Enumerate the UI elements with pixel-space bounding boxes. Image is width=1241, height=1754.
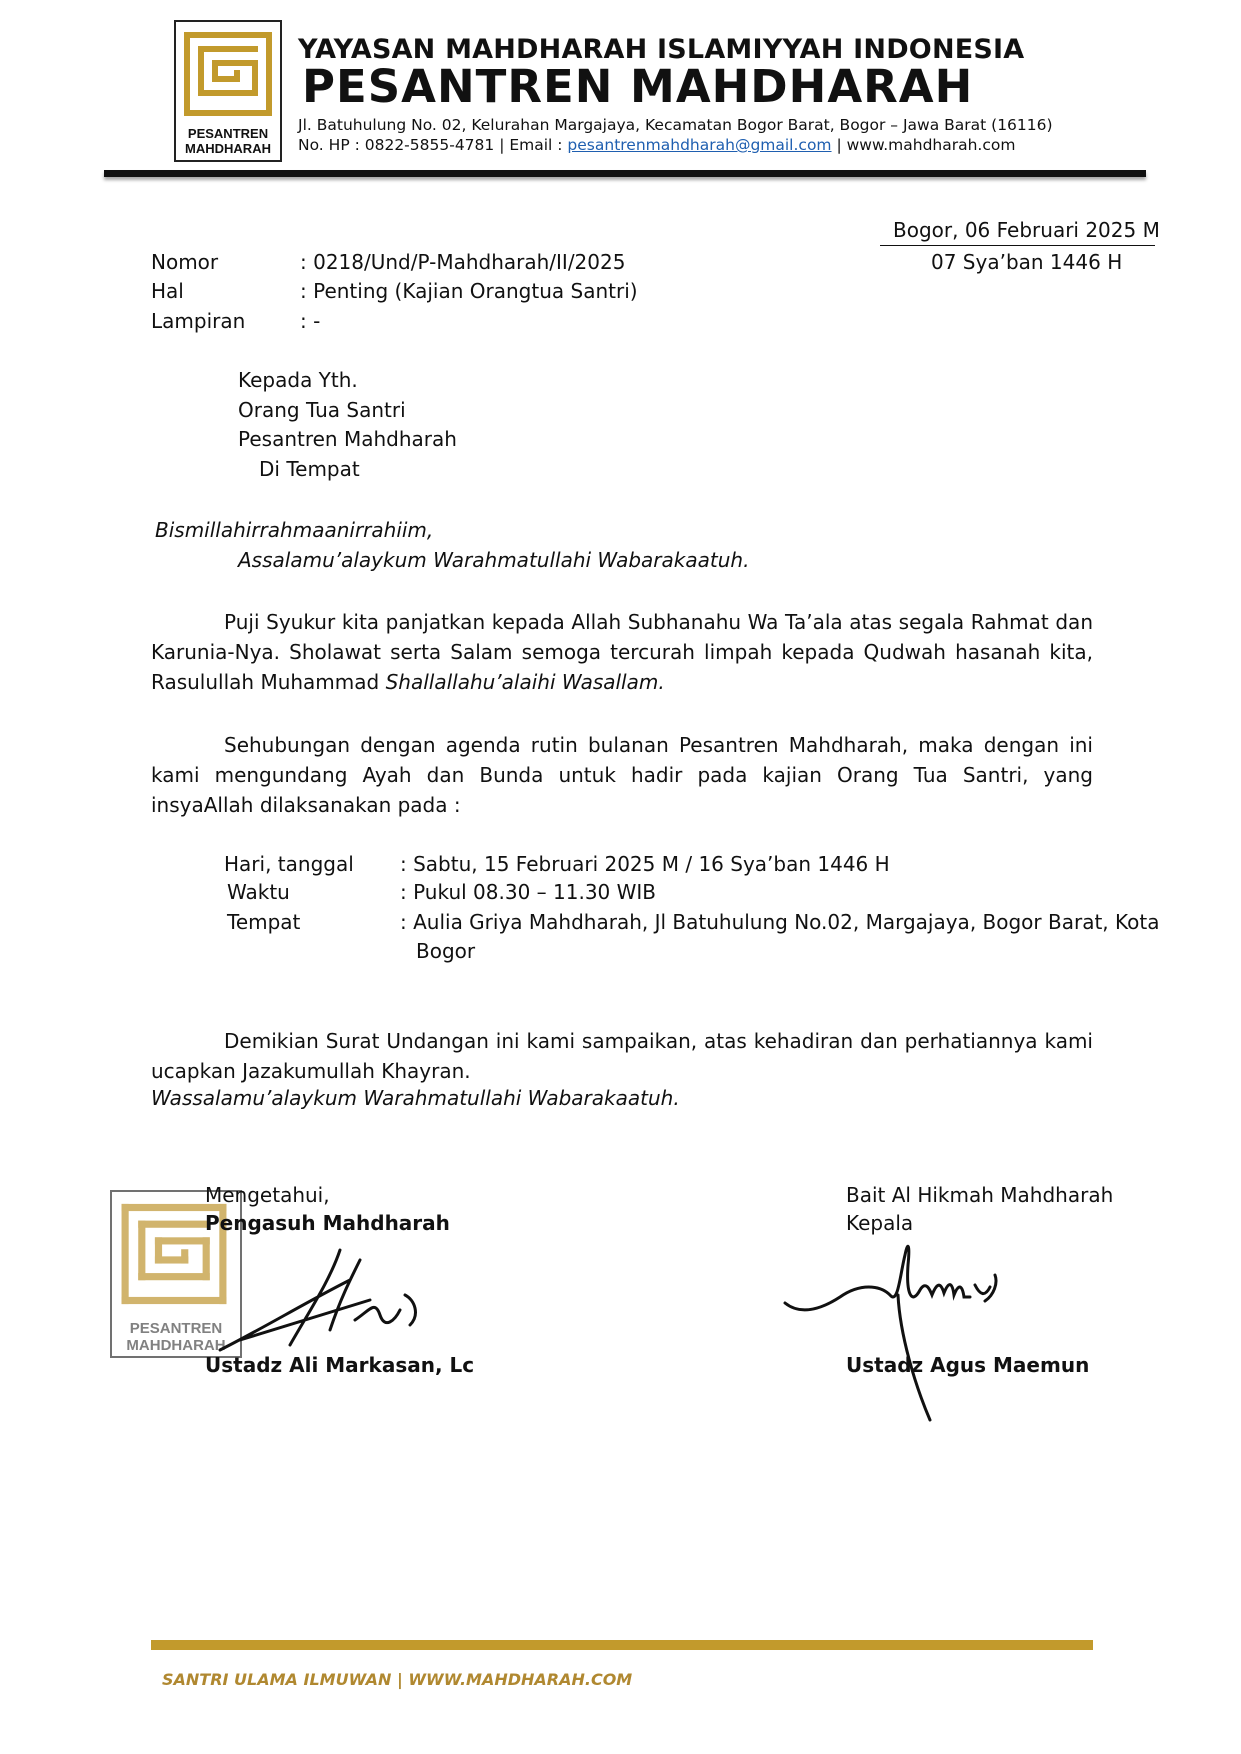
right-role: Kepala [846, 1211, 914, 1235]
date-hijri: 07 Sya’ban 1446 H [931, 250, 1123, 274]
event-place-value-cont: Bogor [416, 939, 476, 963]
date-underline [880, 245, 1155, 246]
right-name: Ustadz Agus Maemun [846, 1353, 1090, 1377]
left-name: Ustadz Ali Markasan, Lc [205, 1353, 475, 1377]
left-heading: Mengetahui, [205, 1183, 330, 1207]
hal-value: : Penting (Kajian Orangtua Santri) [300, 279, 638, 303]
recipient-line-4: Di Tempat [259, 457, 360, 481]
email-link[interactable]: pesantrenmahdharah@gmail.com [567, 136, 832, 154]
institution-address: Jl. Batuhulung No. 02, Kelurahan Margajaya, Kecamatan Bogor Barat, Bogor – Jawa Barat (16116) [298, 116, 1053, 134]
logo-text-bottom: MAHDHARAH [185, 141, 271, 156]
right-signature [780, 1235, 1020, 1425]
date-gregorian: Bogor, 06 Februari 2025 M [893, 218, 1160, 242]
recipient-line-1: Kepada Yth. [238, 368, 358, 392]
website-text: | www.mahdharah.com [831, 136, 1016, 154]
recipient-line-3: Pesantren Mahdharah [238, 427, 457, 451]
footer-bar [151, 1640, 1093, 1650]
paragraph-opening [151, 607, 1093, 697]
foundation-name: YAYASAN MAHDHARAH ISLAMIYYAH INDONESIA [298, 34, 1025, 65]
phone-text: No. HP : 0822-5855-4781 | Email : [298, 136, 568, 154]
stamp-text-bottom: MAHDHARAH [126, 1337, 226, 1354]
nomor-label: Nomor [151, 250, 219, 274]
logo-kufic-mark [176, 22, 280, 126]
event-place-value: : Aulia Griya Mahdharah, Jl Batuhulung No.02, Margajaya, Bogor Barat, Kota [400, 910, 1160, 934]
event-place-label: Tempat [227, 910, 301, 934]
right-heading: Bait Al Hikmah Mahdharah [846, 1183, 1114, 1207]
footer-tagline: SANTRI ULAMA ILMUWAN | WWW.MAHDHARAH.COM [162, 1670, 633, 1689]
paragraph-invitation [151, 730, 1093, 820]
institution-name: PESANTREN MAHDHARAH [302, 60, 974, 113]
hal-label: Hal [151, 279, 184, 303]
pesantren-logo [174, 20, 282, 162]
institution-contact [298, 136, 1015, 154]
nomor-value: : 0218/Und/P-Mahdharah/II/2025 [300, 250, 626, 274]
event-day-value: : Sabtu, 15 Februari 2025 M / 16 Sya’ban 1446 H [400, 852, 890, 876]
paragraph-closing-text: Demikian Surat Undangan ini kami sampaikan, atas kehadiran dan perhatiannya kami ucapkan Jazakumullah Khayran. [151, 1029, 1093, 1083]
left-role: Pengasuh Mahdharah [205, 1211, 450, 1235]
paragraph-opening-italic: Shallallahu’alaihi Wasallam. [385, 670, 665, 694]
closing-salam: Wassalamu’alaykum Warahmatullahi Wabarakaatuh. [151, 1086, 680, 1110]
bismillah: Bismillahirrahmaanirrahiim, [155, 518, 434, 542]
lampiran-label: Lampiran [151, 309, 246, 333]
stamp-text-top: PESANTREN [129, 1320, 223, 1337]
event-day-label: Hari, tanggal [224, 852, 354, 876]
paragraph-opening-text: Puji Syukur kita panjatkan kepada Allah Subhanahu Wa Ta’ala atas segala Rahmat dan Karunia-Nya. Sholawat serta Salam semoga tercurah limpah kepada Qudwah hasanah kita, Rasulullah Muhammad [151, 610, 1093, 694]
left-signature [200, 1240, 430, 1370]
opening-salam: Assalamu’alaykum Warahmatullahi Wabarakaatuh. [238, 548, 750, 572]
logo-text-top: PESANTREN [187, 126, 269, 141]
paragraph-invitation-text: Sehubungan dengan agenda rutin bulanan Pesantren Mahdharah, maka dengan ini kami mengundang Ayah dan Bunda untuk hadir pada kajian Orang Tua Santri, yang insyaAllah dilaksanakan pada : [151, 733, 1093, 817]
letterhead-divider [104, 170, 1146, 177]
paragraph-closing [151, 1026, 1093, 1086]
event-time-value: : Pukul 08.30 – 11.30 WIB [400, 880, 657, 904]
event-time-label: Waktu [227, 880, 290, 904]
lampiran-value: : - [300, 309, 321, 333]
recipient-line-2: Orang Tua Santri [238, 398, 406, 422]
